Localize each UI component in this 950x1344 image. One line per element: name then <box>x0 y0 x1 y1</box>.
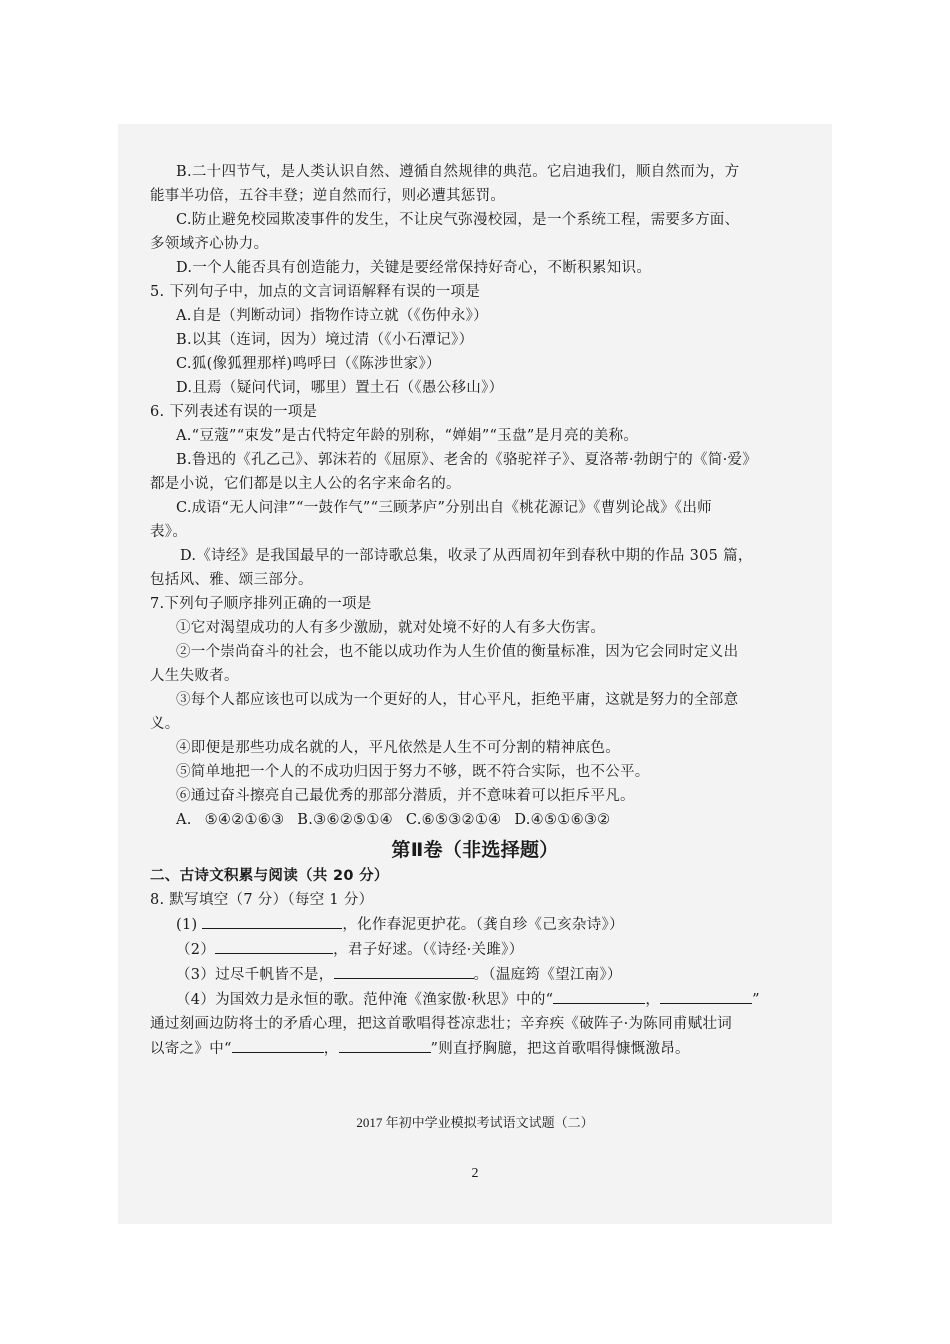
q8-blank-1[interactable] <box>202 912 342 929</box>
q8-item-3-text-pre: （3）过尽千帆皆不是， <box>176 967 334 983</box>
q4-option-d: D.一个人能否具有创造能力，关键是要经常保持好奇心，不断积累知识。 <box>176 260 652 276</box>
q7-sentence-2-line1: ②一个崇尚奋斗的社会，也不能以成功作为人生价值的衡量标准，因为它会同时定义出 <box>176 644 739 660</box>
q7-sentence-6: ⑥通过奋斗擦亮自己最优秀的那部分潜质，并不意味着可以拒斥平凡。 <box>176 788 635 804</box>
q5-stem: 5. 下列句子中，加点的文言词语解释有误的一项是 <box>150 284 481 300</box>
q8-stem: 8. 默写填空（7 分）（每空 1 分） <box>150 892 374 908</box>
page-number: 2 <box>471 1166 479 1181</box>
q5-option-b: B.以其（连词，因为）境过清（《小石潭记》） <box>176 332 474 348</box>
q8-blank-4a[interactable] <box>553 987 645 1004</box>
q7-sentence-3-line2: 义。 <box>150 716 180 732</box>
q8-item-4-line3-post: ”则直抒胸臆，把这首歌唱得慷慨激昂。 <box>430 1041 690 1057</box>
exam-page <box>150 160 800 1061</box>
q8-blank-3[interactable] <box>334 962 474 979</box>
q6-option-b-line2: 都是小说，它们都是以主人公的名字来命名的。 <box>150 476 461 492</box>
q5-option-a: A.自是（判断动词）指物作诗立就（《伤仲永》） <box>176 308 488 324</box>
q8-item-4 <box>150 987 800 1012</box>
q6-option-c-line1: C.成语“无人问津”“一鼓作气”“三顾茅庐”分别出自《桃花源记》《曹刿论战》《出师 <box>176 500 712 516</box>
q8-item-4-line3-pre: 以寄之》中“ <box>150 1041 232 1057</box>
section-2-heading: 二、古诗文积累与阅读（共 20 分） <box>150 868 389 884</box>
q6-stem: 6. 下列表述有误的一项是 <box>150 404 318 420</box>
q6-option-d-line1: D.《诗经》是我国最早的一部诗歌总集，收录了从西周初年到春秋中期的作品 305 篇， <box>180 548 753 564</box>
q8-item-3 <box>150 962 800 987</box>
q8-item-4-comma: ， <box>645 992 661 1008</box>
q7-options: A. ⑤④②①⑥③ B.③⑥②⑤①④ C.⑥⑤③②①④ D.④⑤①⑥③② <box>176 812 611 828</box>
q8-item-4-quote: ” <box>752 992 760 1008</box>
q8-item-4-line3 <box>150 1036 800 1061</box>
q8-item-4-line2: 通过刻画边防将士的矛盾心理，把这首歌唱得苍凉悲壮；辛弃疾《破阵子·为陈同甫赋壮词 <box>150 1016 733 1032</box>
q4-option-b-line2: 能事半功倍，五谷丰登；逆自然而行，则必遭其惩罚。 <box>150 188 506 204</box>
q4-option-b-line1: B.二十四节气，是人类认识自然、遵循自然规律的典范。它启迪我们，顺自然而为，方 <box>176 164 740 180</box>
q6-option-d-line2: 包括风、雅、颂三部分。 <box>150 572 313 588</box>
q8-item-1-text: ，化作春泥更护花。（龚自珍《己亥杂诗》） <box>342 917 624 933</box>
part-2-title: 第Ⅱ卷（非选择题） <box>391 839 559 861</box>
q7-sentence-5: ⑤简单地把一个人的不成功归因于努力不够，既不符合实际，也不公平。 <box>176 764 650 780</box>
q7-sentence-3-line1: ③每个人都应该也可以成为一个更好的人，甘心平凡，拒绝平庸，这就是努力的全部意 <box>176 692 739 708</box>
q7-sentence-2-line2: 人生失败者。 <box>150 668 239 684</box>
q6-option-c-line2: 表》。 <box>150 524 188 540</box>
q8-blank-4d[interactable] <box>339 1036 431 1053</box>
q8-blank-4c[interactable] <box>232 1036 324 1053</box>
q7-stem: 7.下列句子顺序排列正确的一项是 <box>150 596 372 612</box>
q8-item-1-number: (1) <box>176 917 198 933</box>
q4-option-c-line1: C.防止避免校园欺凌事件的发生，不让戾气弥漫校园，是一个系统工程，需要多方面、 <box>176 212 740 228</box>
q6-option-a: A.“豆蔻”“束发”是古代特定年龄的别称，“婵娟”“玉盘”是月亮的美称。 <box>176 428 639 444</box>
q4-option-c-line2: 多领域齐心协力。 <box>150 236 269 252</box>
q8-item-4-text-pre: （4）为国效力是永恒的歌。范仲淹《渔家傲·秋思》中的“ <box>176 992 554 1008</box>
q8-item-4-line3-comma: ， <box>323 1041 339 1057</box>
q5-option-d: D.且焉（疑问代词，哪里）置土石（《愚公移山》） <box>176 380 504 396</box>
q8-item-1 <box>150 912 800 937</box>
q8-item-2-text: ，君子好逑。（《诗经·关雎》） <box>333 942 524 958</box>
q8-item-2 <box>150 937 800 962</box>
q8-blank-4b[interactable] <box>660 987 752 1004</box>
q6-option-b-line1: B.鲁迅的《孔乙己》、郭沫若的《屈原》、老舍的《骆驼祥子》、夏洛蒂·勃朗宁的《简·爱》 <box>176 452 758 468</box>
q8-item-2-number: （2） <box>176 942 216 958</box>
q7-sentence-4: ④即便是那些功成名就的人，平凡依然是人生不可分割的精神底色。 <box>176 740 620 756</box>
exam-footer: 2017 年初中学业模拟考试语文试题（二） <box>356 1115 594 1130</box>
q7-sentence-1: ①它对渴望成功的人有多少激励，就对处境不好的人有多大伤害。 <box>176 620 606 636</box>
q8-blank-2[interactable] <box>215 937 333 954</box>
q5-option-c: C.狐(像狐狸那样)鸣呼曰（《陈涉世家》） <box>176 356 441 372</box>
q8-item-3-text-post: 。（温庭筠《望江南》） <box>473 967 622 983</box>
